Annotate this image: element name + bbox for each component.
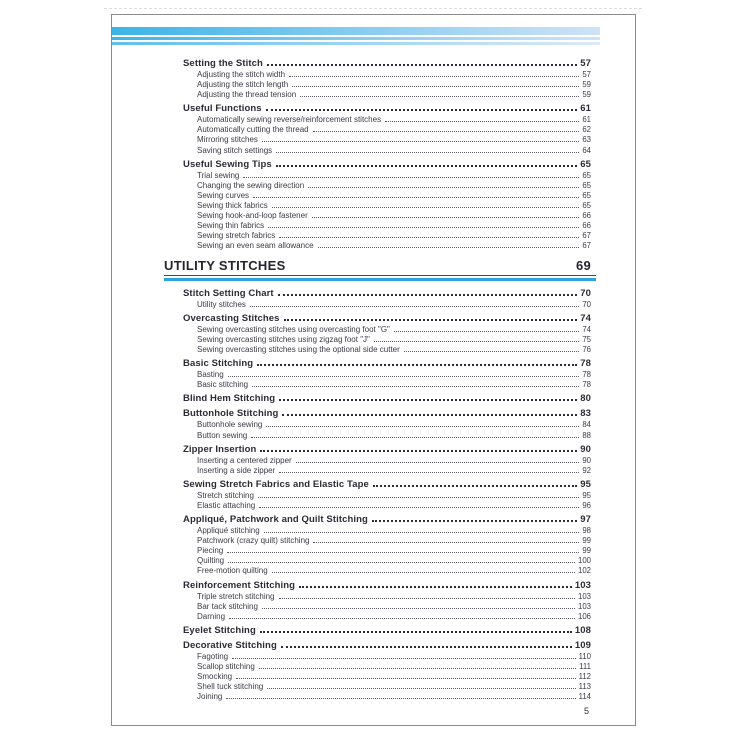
toc-subentry [164, 181, 591, 191]
toc-subentry [164, 456, 591, 466]
toc-entry-page: 63 [582, 135, 591, 145]
toc-subentry [164, 556, 591, 566]
dotted-leader [279, 598, 575, 599]
toc-entry-page: 95 [582, 490, 591, 500]
dotted-leader [318, 247, 580, 248]
dotted-leader [259, 507, 579, 508]
toc-entry-label: Stretch stitching [197, 490, 254, 500]
toc-subentry [164, 546, 591, 556]
toc-entry-label: Changing the sewing direction [197, 180, 305, 190]
toc-entry-page: 103 [574, 579, 591, 591]
toc-entry-label: Reinforcement Stitching [183, 579, 296, 591]
toc-entry-page: 96 [582, 500, 591, 510]
toc-entry-label: Sewing overcasting stitches using zigzag foot "J" [197, 335, 370, 345]
toc-entry-page: 97 [580, 514, 591, 526]
dotted-leader [226, 698, 575, 699]
toc-subentry [164, 672, 591, 682]
dotted-leader [278, 294, 578, 296]
toc-entry-page: 113 [578, 682, 591, 692]
toc-entry-page: 70 [582, 299, 591, 309]
toc-subentry [164, 592, 591, 602]
toc-entry [164, 103, 591, 115]
toc-entry-label: Saving stitch settings [197, 145, 273, 155]
toc-subentry [164, 211, 591, 221]
toc-subentry [164, 491, 591, 501]
toc-entry-label: Appliqué stitching [197, 526, 260, 536]
toc-entry-label: Bar tack stitching [197, 601, 258, 611]
dotted-leader [279, 472, 579, 473]
toc-subentry [164, 70, 591, 80]
dotted-leader [228, 376, 580, 377]
gradient-band [112, 42, 600, 45]
dotted-leader [253, 197, 579, 198]
toc-subentry [164, 135, 591, 145]
toc-entry-page: 99 [582, 536, 591, 546]
dotted-leader [292, 86, 579, 87]
toc-entry-label: Eyelet Stitching [183, 624, 256, 636]
toc-entry-label: Inserting a centered zipper [197, 455, 292, 465]
dotted-leader [279, 237, 579, 238]
manual-page [111, 14, 636, 726]
toc-entry-label: Useful Functions [183, 103, 262, 115]
toc-entry-label: Triple stretch stitching [197, 591, 275, 601]
toc-entry-label: Adjusting the stitch width [197, 70, 286, 79]
toc-entry-page: 57 [580, 58, 591, 69]
dotted-leader [262, 608, 575, 609]
toc-entry-label: Sewing thin fabrics [197, 221, 265, 231]
dotted-leader [266, 109, 578, 111]
toc-entry-label: Fagoting [197, 651, 229, 661]
section-heading-page: 69 [575, 258, 591, 274]
toc-entry-page: 102 [577, 566, 591, 576]
toc-entry-label: Appliqué, Patchwork and Quilt Stitching [183, 514, 368, 526]
toc-subentry [164, 612, 591, 622]
toc-entry-label: Sewing thick fabrics [197, 200, 268, 210]
dotted-leader [268, 227, 579, 228]
section-heading-rule [164, 275, 596, 281]
dotted-leader [232, 658, 575, 659]
toc-subentry [164, 602, 591, 612]
toc-entry-page: 99 [582, 546, 591, 556]
toc-subentry [164, 231, 591, 241]
toc-entry-page: 111 [579, 661, 591, 671]
toc-entry-page: 62 [582, 125, 591, 135]
toc-subentry [164, 652, 591, 662]
section-heading [164, 258, 591, 273]
dotted-leader [259, 668, 576, 669]
toc-entry-page: 103 [577, 601, 591, 611]
section-heading-label: UTILITY STITCHES [164, 258, 286, 274]
toc-entry-label: Patchwork (crazy quilt) stitching [197, 536, 310, 546]
toc-entry-page: 78 [582, 370, 591, 380]
dotted-leader [279, 399, 577, 401]
toc-entry-page: 76 [582, 345, 591, 355]
toc-entry-label: Mirroring stitches [197, 135, 258, 145]
toc-entry-page: 57 [582, 70, 591, 79]
toc-entry-page: 59 [582, 90, 591, 100]
dotted-leader [374, 341, 579, 342]
toc-entry [164, 640, 591, 652]
toc-entry-page: 78 [580, 358, 591, 370]
dotted-leader [272, 572, 575, 573]
toc-subentry [164, 125, 591, 135]
toc-entry-page: 59 [582, 80, 591, 90]
dotted-leader [313, 131, 580, 132]
toc-entry-page: 65 [582, 170, 591, 180]
toc-entry-label: Smocking [197, 671, 233, 681]
toc-entry-label: Button sewing [197, 430, 248, 440]
toc-entry-page: 64 [582, 145, 591, 155]
toc-entry [164, 408, 591, 420]
dotted-leader [373, 485, 577, 487]
dotted-leader [228, 562, 575, 563]
toc-subentry [164, 526, 591, 536]
toc-entry-label: Overcasting Stitches [183, 313, 280, 324]
toc-subentry [164, 335, 591, 345]
dotted-leader [308, 187, 579, 188]
toc-entry-page: 108 [574, 624, 591, 636]
toc-entry-page: 66 [582, 221, 591, 231]
toc-subentry [164, 431, 591, 441]
toc-list-front [164, 58, 591, 251]
toc-entry-label: Elastic attaching [197, 500, 256, 510]
toc-entry-label: Automatically cutting the thread [197, 125, 309, 135]
toc-subentry [164, 115, 591, 125]
toc-entry-page: 67 [582, 231, 591, 241]
toc-entry-page: 66 [582, 211, 591, 221]
dotted-leader [385, 121, 579, 122]
toc-entry [164, 159, 591, 171]
toc-entry-page: 92 [582, 465, 591, 475]
toc-entry-label: Scallop stitching [197, 661, 255, 671]
toc-entry-label: Sewing curves [197, 190, 250, 200]
toc-entry [164, 58, 591, 70]
toc-entry-label: Stitch Setting Chart [183, 287, 274, 299]
toc-subentry [164, 90, 591, 100]
toc-entry-page: 112 [578, 671, 591, 681]
dotted-leader [267, 688, 575, 689]
dotted-leader [267, 64, 577, 66]
toc-entry [164, 288, 591, 300]
toc-entry-label: Trial sewing [197, 170, 240, 180]
toc-entry-page: 61 [580, 103, 591, 115]
gradient-band [112, 27, 600, 35]
dotted-leader [260, 631, 572, 633]
toc-subentry [164, 171, 591, 181]
toc-subentry [164, 201, 591, 211]
toc-subentry [164, 80, 591, 90]
dotted-leader [404, 351, 580, 352]
toc-subentry [164, 325, 591, 335]
dotted-leader [394, 331, 579, 332]
toc-entry-label: Sewing hook-and-loop fastener [197, 211, 308, 221]
toc-entry-label: Basic stitching [197, 380, 249, 390]
dotted-leader [250, 306, 579, 307]
dotted-leader [260, 450, 577, 452]
toc-entry-label: Piecing [197, 546, 224, 556]
toc-entry-page: 70 [580, 287, 591, 299]
toc-entry [164, 444, 591, 456]
toc-entry-page: 114 [578, 692, 591, 702]
toc-entry-page: 80 [580, 393, 591, 405]
toc-subentry [164, 146, 591, 156]
dotted-leader [300, 96, 579, 97]
toc-subentry [164, 566, 591, 576]
toc-entry-page: 65 [582, 200, 591, 210]
toc-subentry [164, 466, 591, 476]
toc-entry-label: Sewing stretch fabrics [197, 231, 276, 241]
header-gradient-bar [112, 27, 600, 44]
toc-entry-label: Adjusting the stitch length [197, 80, 289, 90]
toc-entry-label: Utility stitches [197, 299, 246, 309]
toc-entry-page: 83 [580, 408, 591, 420]
dotted-leader [227, 552, 579, 553]
toc-entry-label: Automatically sewing reverse/reinforcement stitches [197, 115, 382, 125]
toc-entry-label: Inserting a side zipper [197, 465, 276, 475]
toc-entry-label: Sewing an even seam allowance [197, 241, 314, 251]
toc-entry-label: Joining [197, 692, 223, 702]
toc-entry-label: Sewing Stretch Fabrics and Elastic Tape [183, 478, 369, 490]
toc-subentry [164, 241, 591, 251]
dotted-leader [251, 437, 579, 438]
dotted-leader [276, 152, 579, 153]
toc-entry-page: 61 [582, 115, 591, 125]
toc-subentry [164, 300, 591, 310]
toc-entry-page: 67 [582, 241, 591, 251]
toc-entry-label: Basic Stitching [183, 358, 254, 370]
dotted-leader [296, 462, 580, 463]
toc-subentry [164, 682, 591, 692]
toc-entry-label: Sewing overcasting stitches using overcasting foot "G" [197, 325, 390, 334]
toc-entry-label: Setting the Stitch [183, 58, 263, 69]
toc-entry-page: 88 [582, 430, 591, 440]
toc-entry-page: 74 [582, 325, 591, 334]
table-of-contents [164, 55, 591, 716]
toc-entry [164, 479, 591, 491]
dotted-leader [262, 141, 579, 142]
toc-entry-page: 106 [577, 611, 591, 621]
toc-entry-page: 75 [582, 335, 591, 345]
toc-subentry [164, 420, 591, 430]
dotted-leader [264, 532, 580, 533]
rule-blue-line [164, 278, 596, 281]
dotted-leader [229, 618, 575, 619]
dotted-leader [252, 386, 579, 387]
toc-entry-label: Quilting [197, 556, 225, 566]
toc-subentry [164, 692, 591, 702]
toc-entry-label: Decorative Stitching [183, 639, 277, 651]
toc-list-utility [164, 288, 591, 702]
toc-entry-label: Shell tuck stitching [197, 682, 264, 692]
toc-entry-label: Adjusting the thread tension [197, 90, 297, 100]
toc-entry-page: 95 [580, 478, 591, 490]
dotted-leader [372, 520, 577, 522]
toc-entry [164, 313, 591, 325]
toc-entry-page: 98 [582, 526, 591, 536]
toc-entry-page: 65 [582, 180, 591, 190]
toc-subentry [164, 191, 591, 201]
dotted-leader [266, 426, 579, 427]
dotted-leader [272, 207, 580, 208]
toc-entry [164, 514, 591, 526]
toc-subentry [164, 380, 591, 390]
toc-entry-page: 74 [580, 313, 591, 324]
toc-entry-label: Free-motion quilting [197, 566, 268, 576]
toc-entry-label: Useful Sewing Tips [183, 158, 272, 170]
dotted-leader [282, 414, 577, 416]
toc-subentry [164, 536, 591, 546]
toc-subentry [164, 662, 591, 672]
dotted-leader [289, 76, 579, 77]
toc-entry-page: 65 [580, 158, 591, 170]
toc-entry-label: Basting [197, 370, 224, 380]
toc-subentry [164, 221, 591, 231]
toc-subentry [164, 370, 591, 380]
toc-entry-label: Blind Hem Stitching [183, 393, 276, 405]
toc-entry-page: 78 [582, 380, 591, 390]
toc-entry-page: 109 [574, 639, 591, 651]
dotted-leader [281, 646, 572, 648]
toc-entry-page: 103 [577, 591, 591, 601]
toc-entry [164, 358, 591, 370]
dotted-leader [312, 217, 580, 218]
toc-entry-label: Buttonhole sewing [197, 420, 263, 430]
dotted-leader [276, 165, 577, 167]
toc-entry-label: Buttonhole Stitching [183, 408, 279, 420]
toc-entry-page: 100 [577, 556, 591, 566]
toc-entry-label: Zipper Insertion [183, 443, 257, 455]
toc-entry-page: 110 [578, 651, 591, 661]
rule-dark-line [164, 275, 596, 276]
toc-subentry [164, 345, 591, 355]
toc-entry-page: 90 [580, 443, 591, 455]
dotted-leader [257, 364, 577, 366]
page-number: 5 [583, 706, 589, 717]
toc-entry-label: Sewing overcasting stitches using the optional side cutter [197, 345, 400, 355]
toc-subentry [164, 501, 591, 511]
toc-entry-page: 90 [582, 455, 591, 465]
toc-entry-page: 65 [582, 190, 591, 200]
dotted-leader [299, 586, 572, 588]
toc-entry-label: Darning [197, 611, 226, 621]
scan-edge-artifact [104, 8, 642, 9]
toc-entry-page: 84 [582, 420, 591, 430]
dotted-leader [284, 319, 578, 321]
dotted-leader [243, 177, 579, 178]
dotted-leader [236, 678, 575, 679]
toc-entry [164, 625, 591, 637]
toc-entry [164, 580, 591, 592]
dotted-leader [313, 542, 579, 543]
toc-entry [164, 393, 591, 405]
dotted-leader [258, 497, 579, 498]
